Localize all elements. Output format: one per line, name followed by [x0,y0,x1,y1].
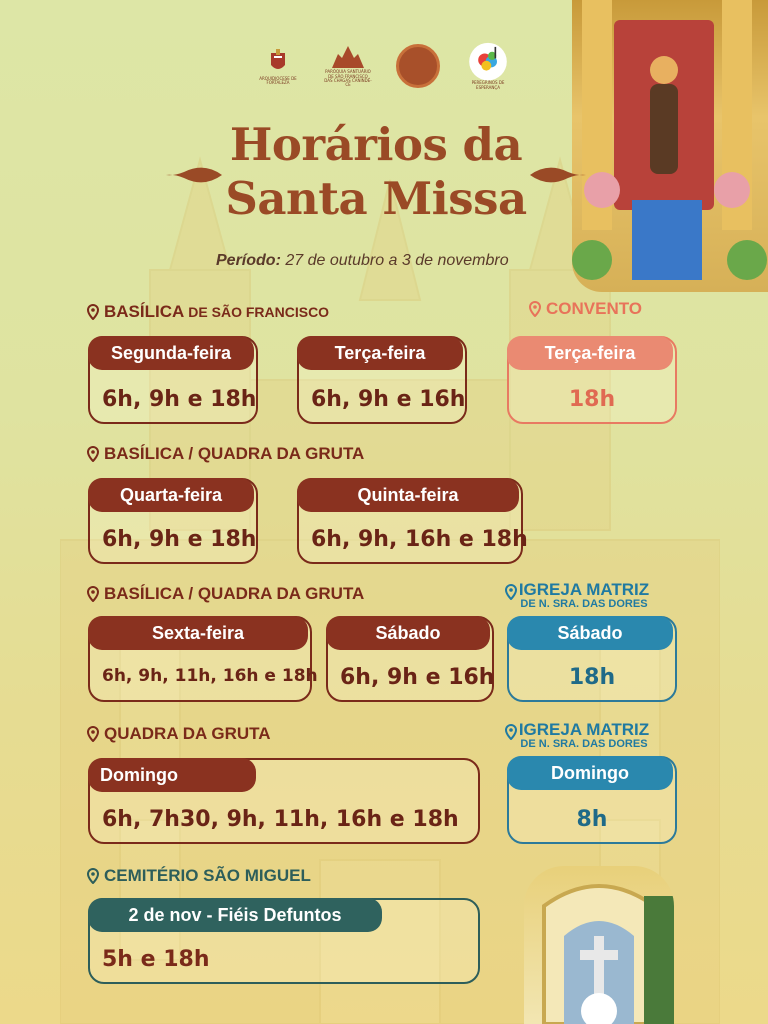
card-matriz-sabado [507,616,677,702]
location-pin-icon [86,446,100,462]
matriz-label-line2: DE N. SRA. DAS DORES [520,598,648,610]
location-pin-icon [86,586,100,602]
mass-times: 18h [568,387,616,412]
paroquia-logo [324,42,372,90]
section-label-rest: DE SÃO FRANCISCO [188,304,330,320]
section-convento [528,299,642,319]
title-line-1: Horários da [229,118,523,171]
matriz-label-line2: DE N. SRA. DAS DORES [520,738,648,750]
section-quadra-gruta [86,724,271,744]
franciscanos-logo [394,42,442,90]
section-cemiterio-sao-miguel [86,866,311,886]
coat-of-arms-icon [263,47,293,77]
day-tag: Domingo [88,758,256,792]
paroquia-caption: PARÓQUIA SANTUÁRIO DE SÃO FRANCISCO DAS CHAGAS CANINDÉ-CE [324,69,372,88]
card-quarta [88,478,258,564]
mass-times: 6h, 9h e 16h [311,387,466,412]
card-segunda [88,336,258,424]
mass-times: 6h, 9h e 18h [102,387,257,412]
section-igreja-matriz-1 [506,581,662,610]
location-pin-icon [504,724,518,740]
card-domingo [88,758,480,844]
section-basilica-sao-francisco [86,302,329,322]
card-sabado [326,616,494,702]
saint-francis-altar-photo [572,0,768,292]
page-title [186,118,566,226]
card-sexta [88,616,318,702]
day-tag: Terça-feira [297,336,463,370]
ano-jubilar-caption: PEREGRINOS DE ESPERANÇA [471,80,505,90]
matriz-label-line1: IGREJA MATRIZ [518,720,650,739]
day-tag: Sexta-feira [88,616,308,650]
franciscan-seal-icon [396,44,440,88]
period-label: Período: [216,252,281,269]
section-label: BASÍLICA / QUADRA DA GRUTA [104,584,365,603]
mass-times: 6h, 7h30, 9h, 11h, 16h e 18h [102,807,459,832]
location-pin-icon [86,726,100,742]
location-pin-icon [86,868,100,884]
ano-jubilar-logo [464,42,512,90]
section-label: BASÍLICA / QUADRA DA GRUTA [104,444,365,463]
mass-times: 18h [568,665,616,690]
mass-times: 6h, 9h, 16h e 18h [311,527,528,552]
period-value: 27 de outubro a 3 de novembro [285,252,509,269]
mass-times: 8h [576,807,608,832]
church-logo-icon [328,44,368,70]
location-pin-icon [504,584,518,600]
mass-times: 6h, 9h e 18h [102,527,257,552]
day-tag: Terça-feira [507,336,673,370]
day-tag: Quarta-feira [88,478,254,512]
card-matriz-domingo [507,756,677,844]
logos-row [254,42,512,90]
card-terca [297,336,467,424]
day-tag: Sábado [507,616,673,650]
section-label-main: BASÍLICA [104,302,185,321]
day-tag: Domingo [507,756,673,790]
day-tag: Sábado [326,616,490,650]
mass-times: 5h e 18h [102,947,210,972]
section-label: QUADRA DA GRUTA [104,724,271,743]
location-pin-icon [528,301,542,317]
section-igreja-matriz-2 [506,721,662,750]
section-label: CONVENTO [546,299,643,318]
card-convento-terca [507,336,677,424]
card-finados [88,898,480,984]
day-tag: 2 de nov - Fiéis Defuntos [88,898,382,932]
arquidiocese-logo [254,42,302,90]
section-basilica-quadra-gruta-2 [86,584,364,604]
cemetery-chapel-photo [524,866,674,1024]
section-label: CEMITÉRIO SÃO MIGUEL [104,866,311,885]
section-basilica-quadra-gruta-1 [86,444,364,464]
mass-times: 6h, 9h, 11h, 16h e 18h [102,666,318,686]
arquidiocese-caption: ARQUIDIOCESE DE FORTALEZA [259,75,297,85]
jubilee-logo-icon [464,42,512,81]
card-quinta [297,478,528,564]
day-tag: Segunda-feira [88,336,254,370]
matriz-label-line1: IGREJA MATRIZ [518,580,650,599]
period-text [216,252,509,270]
title-line-2: Santa Missa [225,172,527,225]
day-tag: Quinta-feira [297,478,519,512]
mass-times: 6h, 9h e 16h [340,665,495,690]
location-pin-icon [86,304,100,320]
